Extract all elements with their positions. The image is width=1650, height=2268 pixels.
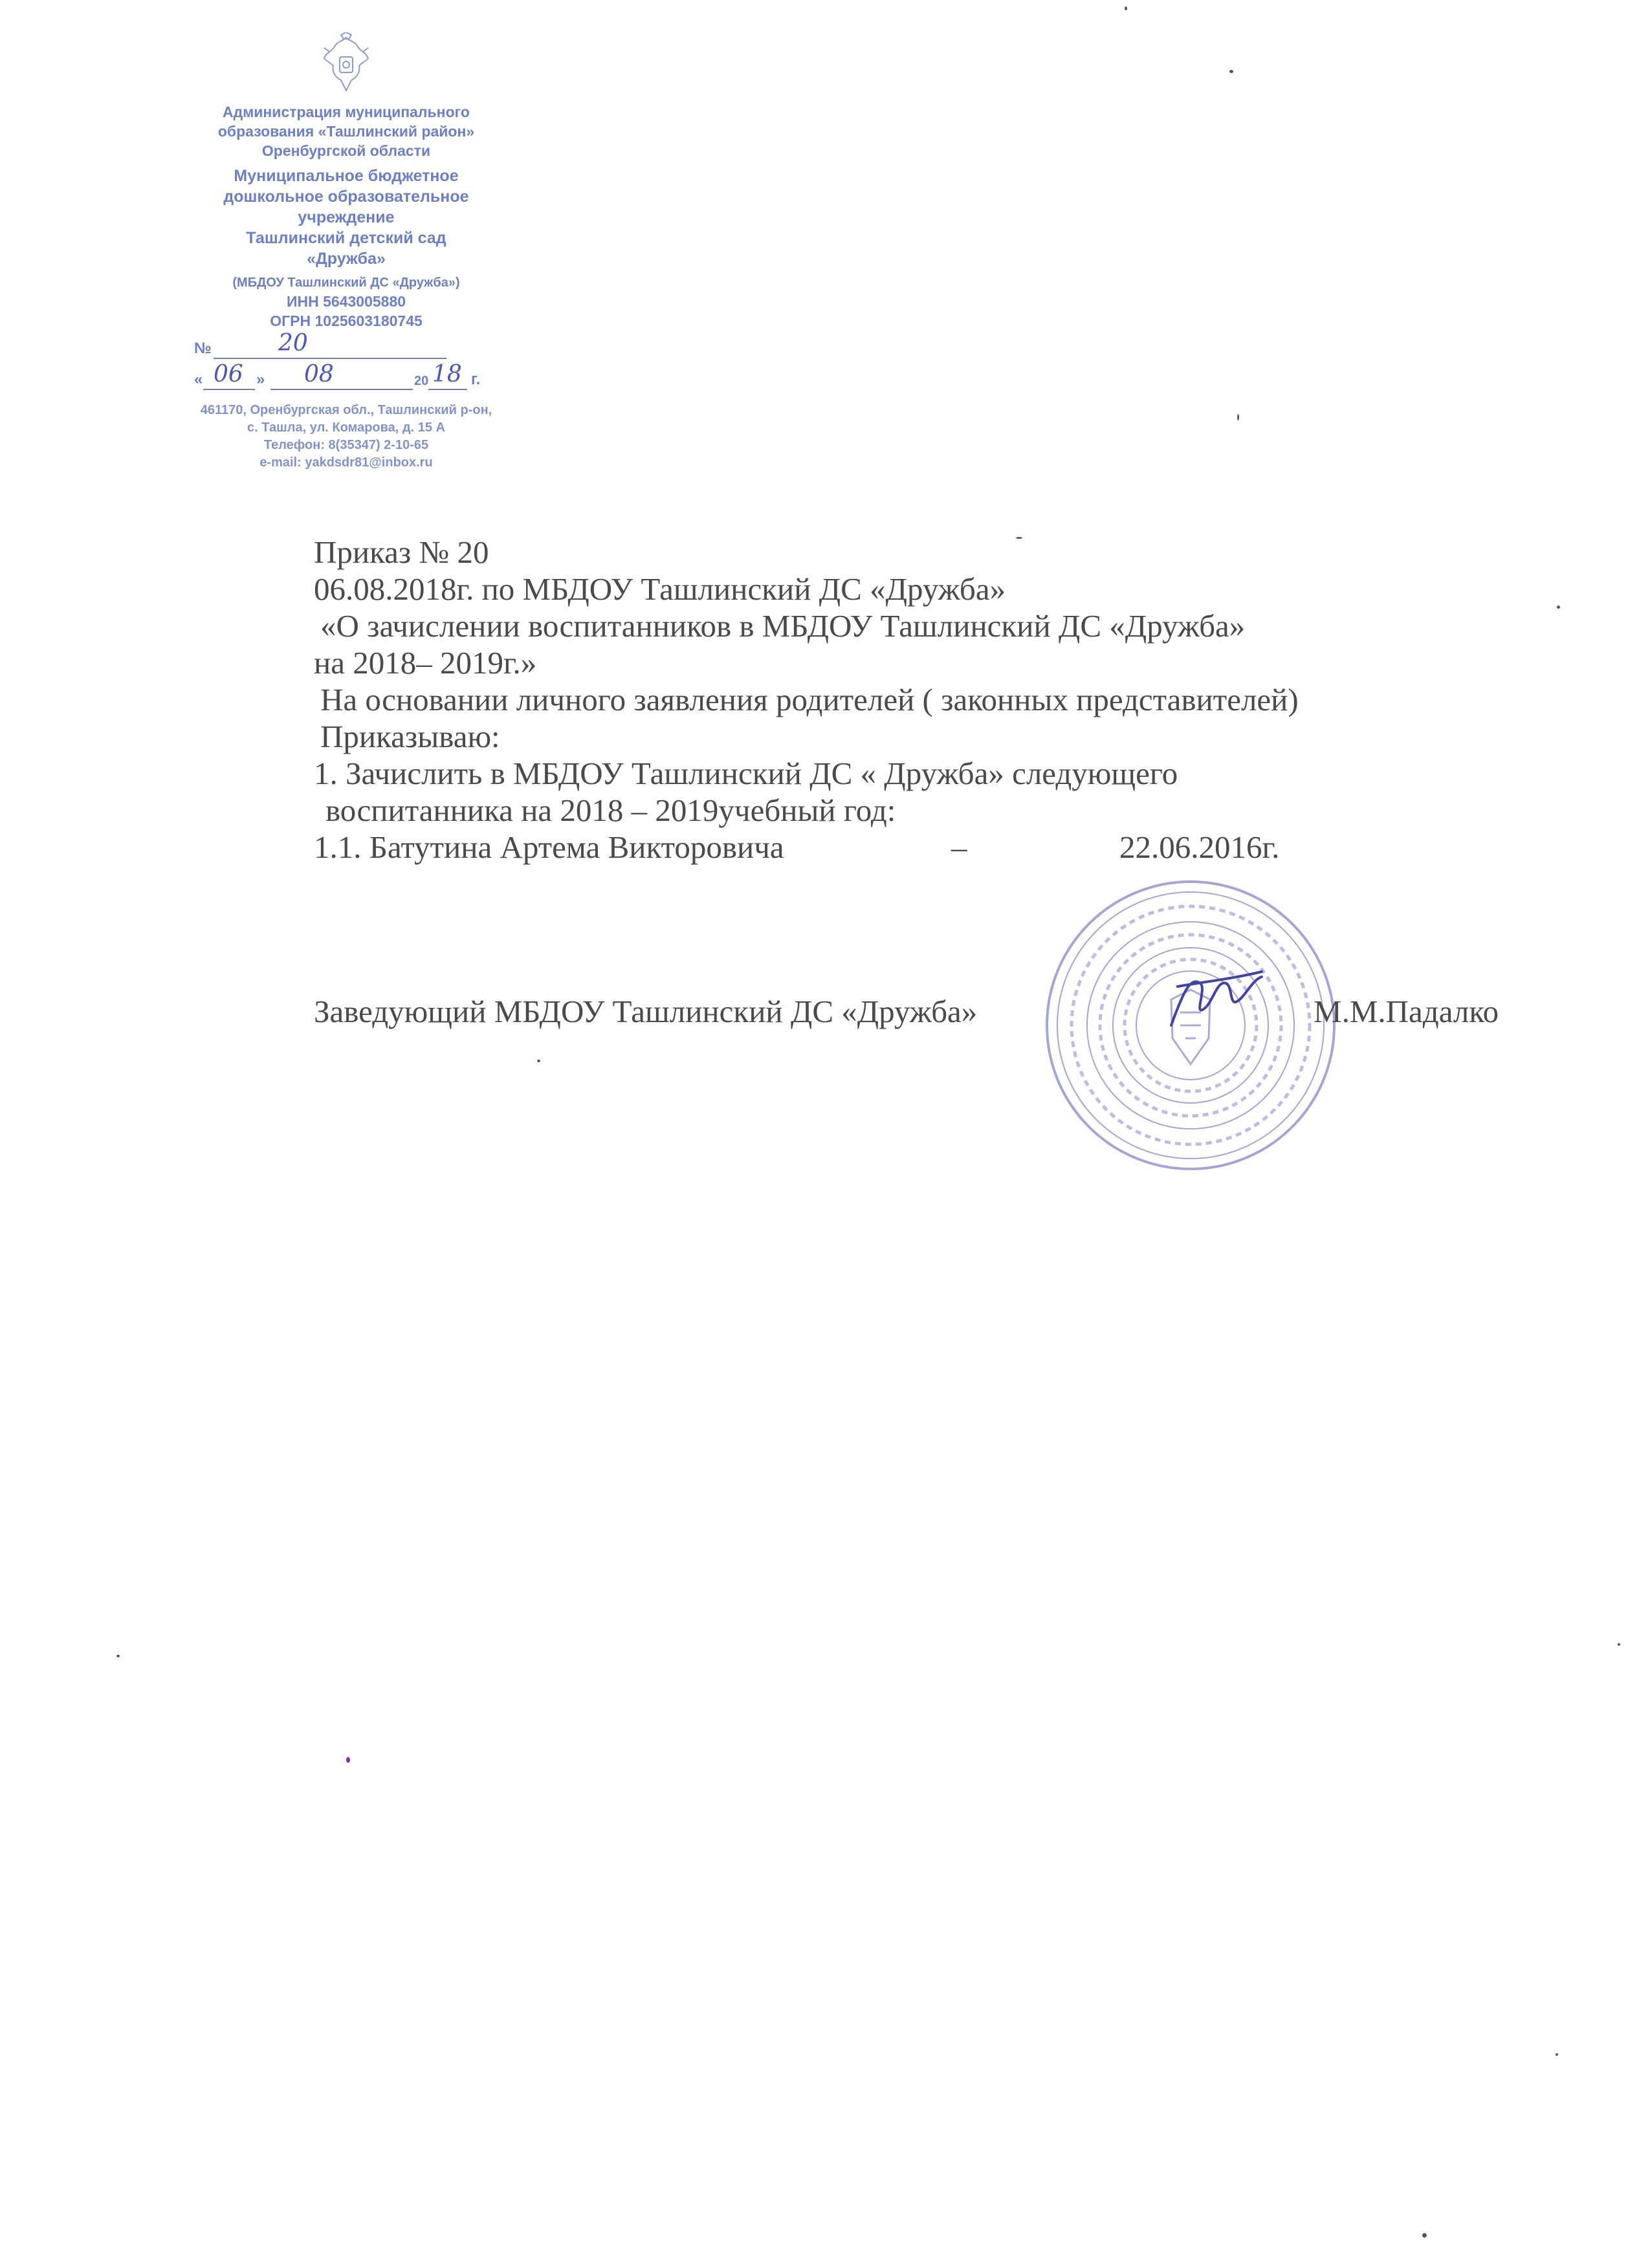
order-body bbox=[314, 534, 1543, 866]
coat-of-arms-icon bbox=[318, 32, 375, 94]
order-subject-line: на 2018– 2019г.» bbox=[314, 645, 537, 681]
signatory-position: Заведующий МБДОУ Ташлинский ДС «Дружба» bbox=[314, 994, 978, 1029]
letterhead-ogrn: ОГРН 1025603180745 bbox=[270, 312, 423, 329]
address-line: 461170, Оренбургская обл., Ташлинский р-он, bbox=[200, 403, 492, 417]
handwritten-month: 08 bbox=[304, 361, 334, 387]
handwritten-signature-icon bbox=[1165, 964, 1268, 1035]
letterhead-org-line: Муниципальное бюджетное bbox=[234, 167, 459, 185]
pupil-birth-date: 22.06.2016г. bbox=[1119, 829, 1280, 865]
letterhead-line: Оренбургской области bbox=[261, 142, 431, 159]
letterhead-date-row: « 06 » 08 20 18 г. bbox=[194, 365, 498, 393]
letterhead-short-name: (МБДОУ Ташлинский ДС «Дружба») bbox=[232, 276, 460, 290]
signature-block bbox=[314, 993, 1543, 1032]
letterhead-inn: ИНН 5643005880 bbox=[286, 293, 406, 310]
address-line: e-mail: yakdsdr81@inbox.ru bbox=[259, 455, 433, 470]
letterhead-org-line: дошкольное образовательное bbox=[223, 188, 469, 206]
letterhead-org-line: «Дружба» bbox=[307, 250, 386, 268]
handwritten-year: 18 bbox=[432, 361, 462, 387]
order-item-1-cont: воспитанника на 2018 – 2019учебный год: bbox=[325, 792, 896, 828]
handwritten-day: 06 bbox=[214, 361, 243, 387]
signatory-name: М.М.Падалко bbox=[1314, 994, 1499, 1029]
pupil-name: 1.1. Батутина Артема Викторовича bbox=[314, 829, 784, 865]
letterhead-org-line: учреждение bbox=[298, 208, 395, 226]
letterhead-number-row bbox=[194, 330, 498, 362]
order-subject-line: «О зачислении воспитанников в МБДОУ Ташлинский ДС «Дружба» bbox=[320, 608, 1246, 644]
address-line: с. Ташла, ул. Комарова, д. 15 А bbox=[247, 420, 445, 435]
order-command: Приказываю: bbox=[320, 719, 500, 754]
address-line: Телефон: 8(35347) 2-10-65 bbox=[263, 438, 429, 452]
letterhead-stamp bbox=[194, 32, 498, 472]
letterhead-address bbox=[194, 402, 498, 472]
order-item-1: 1. Зачислить в МБДОУ Ташлинский ДС « Дружба» следующего bbox=[314, 756, 1178, 791]
order-title: Приказ № 20 bbox=[314, 534, 489, 570]
handwritten-number: 20 bbox=[278, 330, 308, 356]
order-date-line: 06.08.2018г. по МБДОУ Ташлинский ДС «Дружба» bbox=[314, 571, 1006, 607]
year-suffix: г. bbox=[471, 371, 481, 388]
order-basis: На основании личного заявления родителей ( законных представителей) bbox=[320, 682, 1299, 717]
letterhead-line: Администрация муниципального bbox=[223, 104, 470, 120]
entry-dash: – bbox=[951, 829, 967, 865]
letterhead-org-line: Ташлинский детский сад bbox=[246, 229, 446, 247]
number-label: № bbox=[194, 340, 212, 357]
letterhead-line: образования «Ташлинский район» bbox=[217, 123, 475, 140]
year-prefix: 20 bbox=[414, 374, 429, 388]
order-item-1-1 bbox=[314, 829, 1543, 866]
